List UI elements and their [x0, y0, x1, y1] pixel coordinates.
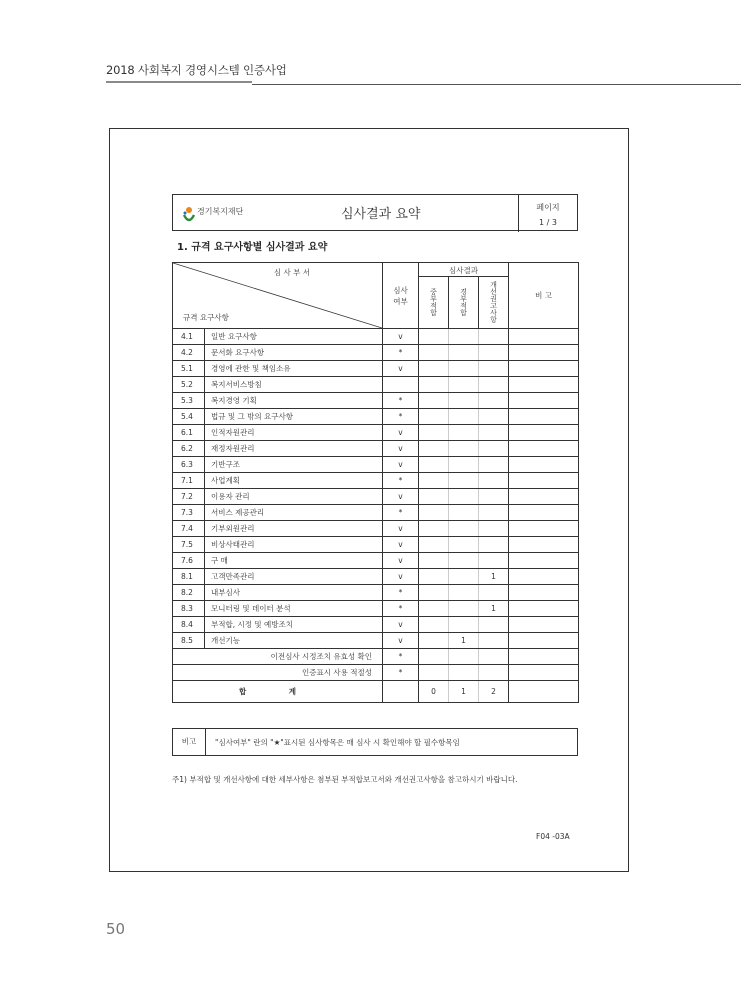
row-name: 복지서비스방침 [205, 377, 383, 393]
row-remarks [509, 457, 579, 473]
table-row [173, 345, 579, 361]
row-improve [479, 585, 509, 601]
row-remarks [509, 569, 579, 585]
row-num: 7.2 [173, 489, 205, 505]
row-mark: * [383, 345, 419, 361]
row-major [419, 617, 449, 633]
row-major [419, 361, 449, 377]
header-improvement: 개선권고사항 [489, 280, 498, 323]
row-mark: v [383, 457, 419, 473]
table-row [173, 601, 579, 617]
page-code [519, 200, 577, 230]
row-mark: v [383, 329, 419, 345]
footnote: 주1) 부적합 및 개선사항에 대한 세부사항은 첨부된 부적합보고서와 개선권고사항을 참고하시기 바랍니다. [172, 775, 518, 784]
row-num: 4.1 [173, 329, 205, 345]
header-accent-line [106, 81, 252, 83]
header-check: 심사 여부 [383, 263, 419, 329]
row-minor [449, 393, 479, 409]
row-num: 8.2 [173, 585, 205, 601]
table-row [173, 537, 579, 553]
page-number: 50 [106, 920, 126, 938]
row-mark: * [383, 409, 419, 425]
form-title-box [172, 194, 578, 231]
row-remarks [509, 585, 579, 601]
page-code-label: 페이지 [536, 203, 560, 212]
row-num: 7.3 [173, 505, 205, 521]
row-name: 개선기능 [205, 633, 383, 649]
row-num: 8.4 [173, 617, 205, 633]
diagonal-header-cell [173, 263, 383, 329]
row-remarks [509, 441, 579, 457]
row-mark [383, 377, 419, 393]
row-improve: 1 [479, 601, 509, 617]
row-minor [449, 441, 479, 457]
row-minor [449, 521, 479, 537]
row-num: 8.1 [173, 569, 205, 585]
row-mark: * [383, 505, 419, 521]
row-minor [449, 553, 479, 569]
row-mark: v [383, 553, 419, 569]
row-improve [479, 377, 509, 393]
table-row [173, 521, 579, 537]
row-num: 5.4 [173, 409, 205, 425]
row-num: 5.1 [173, 361, 205, 377]
row-improve [479, 473, 509, 489]
row-remarks [509, 377, 579, 393]
row-remarks [509, 537, 579, 553]
row-remarks [509, 361, 579, 377]
extra-mark: * [383, 649, 419, 665]
extra-label: 인증표시 사용 적절성 [173, 665, 383, 681]
header-minor-nc: 경부적합 [459, 287, 468, 316]
table-row [173, 393, 579, 409]
row-improve [479, 537, 509, 553]
row-remarks [509, 633, 579, 649]
row-improve: 1 [479, 569, 509, 585]
row-improve [479, 457, 509, 473]
row-major [419, 393, 449, 409]
row-major [419, 329, 449, 345]
row-mark: v [383, 569, 419, 585]
row-name: 부적합, 시정 및 예방조치 [205, 617, 383, 633]
extra-mark: * [383, 665, 419, 681]
row-minor [449, 537, 479, 553]
row-num: 8.3 [173, 601, 205, 617]
table-row [173, 441, 579, 457]
row-minor [449, 585, 479, 601]
row-minor [449, 489, 479, 505]
table-row [173, 361, 579, 377]
table-row-extra [173, 649, 579, 665]
row-major [419, 345, 449, 361]
row-mark: v [383, 441, 419, 457]
table-row [173, 457, 579, 473]
row-minor [449, 505, 479, 521]
table-row [173, 633, 579, 649]
row-minor [449, 361, 479, 377]
row-mark: * [383, 601, 419, 617]
row-num: 7.6 [173, 553, 205, 569]
row-name: 이용자 관리 [205, 489, 383, 505]
row-major [419, 377, 449, 393]
row-improve [479, 441, 509, 457]
row-minor [449, 409, 479, 425]
note-label: 비고 [173, 729, 206, 755]
table-row [173, 585, 579, 601]
row-name: 사업계획 [205, 473, 383, 489]
row-num: 7.5 [173, 537, 205, 553]
row-major [419, 537, 449, 553]
row-improve [479, 393, 509, 409]
row-improve [479, 617, 509, 633]
header-rule [252, 84, 741, 85]
row-mark: v [383, 361, 419, 377]
table-row [173, 553, 579, 569]
total-improve: 2 [479, 681, 509, 703]
total-major: 0 [419, 681, 449, 703]
total-minor: 1 [449, 681, 479, 703]
row-name: 비상사태관리 [205, 537, 383, 553]
row-remarks [509, 505, 579, 521]
row-major [419, 489, 449, 505]
table-row [173, 505, 579, 521]
table-row [173, 377, 579, 393]
row-name: 인적자원관리 [205, 425, 383, 441]
row-remarks [509, 489, 579, 505]
row-minor [449, 601, 479, 617]
row-mark: * [383, 585, 419, 601]
totals-row [173, 681, 579, 703]
form-title: 심사결과 요약 [341, 207, 421, 222]
row-name: 기부외원관리 [205, 521, 383, 537]
foundation-logo-icon [181, 205, 197, 225]
row-minor [449, 569, 479, 585]
row-major [419, 521, 449, 537]
row-remarks [509, 393, 579, 409]
row-remarks [509, 329, 579, 345]
audit-summary-form [172, 194, 578, 755]
table-row [173, 409, 579, 425]
row-mark: * [383, 393, 419, 409]
row-name: 기반구조 [205, 457, 383, 473]
row-remarks [509, 345, 579, 361]
row-num: 7.4 [173, 521, 205, 537]
row-minor [449, 473, 479, 489]
row-remarks [509, 521, 579, 537]
row-num: 4.2 [173, 345, 205, 361]
header-remarks: 비 고 [509, 263, 579, 329]
row-name: 문서화 요구사항 [205, 345, 383, 361]
row-minor [449, 329, 479, 345]
note-row [172, 728, 578, 756]
row-name: 서비스 제공관리 [205, 505, 383, 521]
row-mark: v [383, 521, 419, 537]
row-num: 5.3 [173, 393, 205, 409]
row-mark: v [383, 489, 419, 505]
header-requirements: 규격 요구사항 [183, 313, 229, 322]
row-improve [479, 633, 509, 649]
row-major [419, 505, 449, 521]
row-name: 재정자원관리 [205, 441, 383, 457]
row-num: 8.5 [173, 633, 205, 649]
row-num: 7.1 [173, 473, 205, 489]
row-name: 복지경영 기획 [205, 393, 383, 409]
row-improve [479, 489, 509, 505]
row-num: 5.2 [173, 377, 205, 393]
row-major [419, 425, 449, 441]
row-minor [449, 377, 479, 393]
header-dept: 심 사 부 서 [273, 268, 310, 277]
row-mark: * [383, 473, 419, 489]
table-row [173, 617, 579, 633]
row-minor: 1 [449, 633, 479, 649]
row-name: 일반 요구사항 [205, 329, 383, 345]
row-mark: v [383, 425, 419, 441]
row-name: 고객만족관리 [205, 569, 383, 585]
row-remarks [509, 601, 579, 617]
row-name: 구 매 [205, 553, 383, 569]
note-text: "심사여부" 란의 "★"표시된 심사항목은 매 심사 시 확인해야 할 필수항목임 [215, 738, 460, 747]
form-code: F04 -03A [536, 832, 570, 841]
row-name: 모니터링 및 데이터 분석 [205, 601, 383, 617]
row-improve [479, 553, 509, 569]
row-num: 6.2 [173, 441, 205, 457]
table-row [173, 329, 579, 345]
row-remarks [509, 409, 579, 425]
header-result-group: 심사결과 [419, 263, 509, 277]
row-name: 내부심사 [205, 585, 383, 601]
row-remarks [509, 553, 579, 569]
row-remarks [509, 473, 579, 489]
section-heading: 1. 규격 요구사항별 심사결과 요약 [177, 242, 328, 253]
row-remarks [509, 425, 579, 441]
row-mark: v [383, 617, 419, 633]
row-major [419, 457, 449, 473]
total-label: 합 계 [173, 681, 383, 703]
table-row [173, 473, 579, 489]
row-improve [479, 361, 509, 377]
extra-label: 이전심사 시정조치 유효성 확인 [173, 649, 383, 665]
row-improve [479, 345, 509, 361]
row-major [419, 441, 449, 457]
row-mark: v [383, 633, 419, 649]
row-name: 경영에 관한 및 책임소유 [205, 361, 383, 377]
row-minor [449, 457, 479, 473]
row-major [419, 409, 449, 425]
table-row [173, 569, 579, 585]
row-name: 법규 및 그 밖의 요구사항 [205, 409, 383, 425]
row-minor [449, 345, 479, 361]
page-code-value: 1 / 3 [539, 218, 557, 227]
running-title: 2018 사회복지 경영시스템 인증사업 [106, 63, 287, 77]
row-num: 6.1 [173, 425, 205, 441]
row-major [419, 553, 449, 569]
table-row [173, 425, 579, 441]
row-minor [449, 617, 479, 633]
row-major [419, 633, 449, 649]
table-row-extra [173, 665, 579, 681]
org-name: 경기복지재단 [197, 207, 244, 216]
row-major [419, 585, 449, 601]
results-table [172, 262, 579, 703]
row-major [419, 569, 449, 585]
row-improve [479, 521, 509, 537]
row-improve [479, 505, 509, 521]
row-major [419, 473, 449, 489]
header-major-nc: 중부적합 [429, 287, 438, 316]
row-improve [479, 329, 509, 345]
row-minor [449, 425, 479, 441]
row-remarks [509, 617, 579, 633]
row-improve [479, 409, 509, 425]
row-major [419, 601, 449, 617]
row-improve [479, 425, 509, 441]
table-row [173, 489, 579, 505]
row-mark: v [383, 537, 419, 553]
row-num: 6.3 [173, 457, 205, 473]
